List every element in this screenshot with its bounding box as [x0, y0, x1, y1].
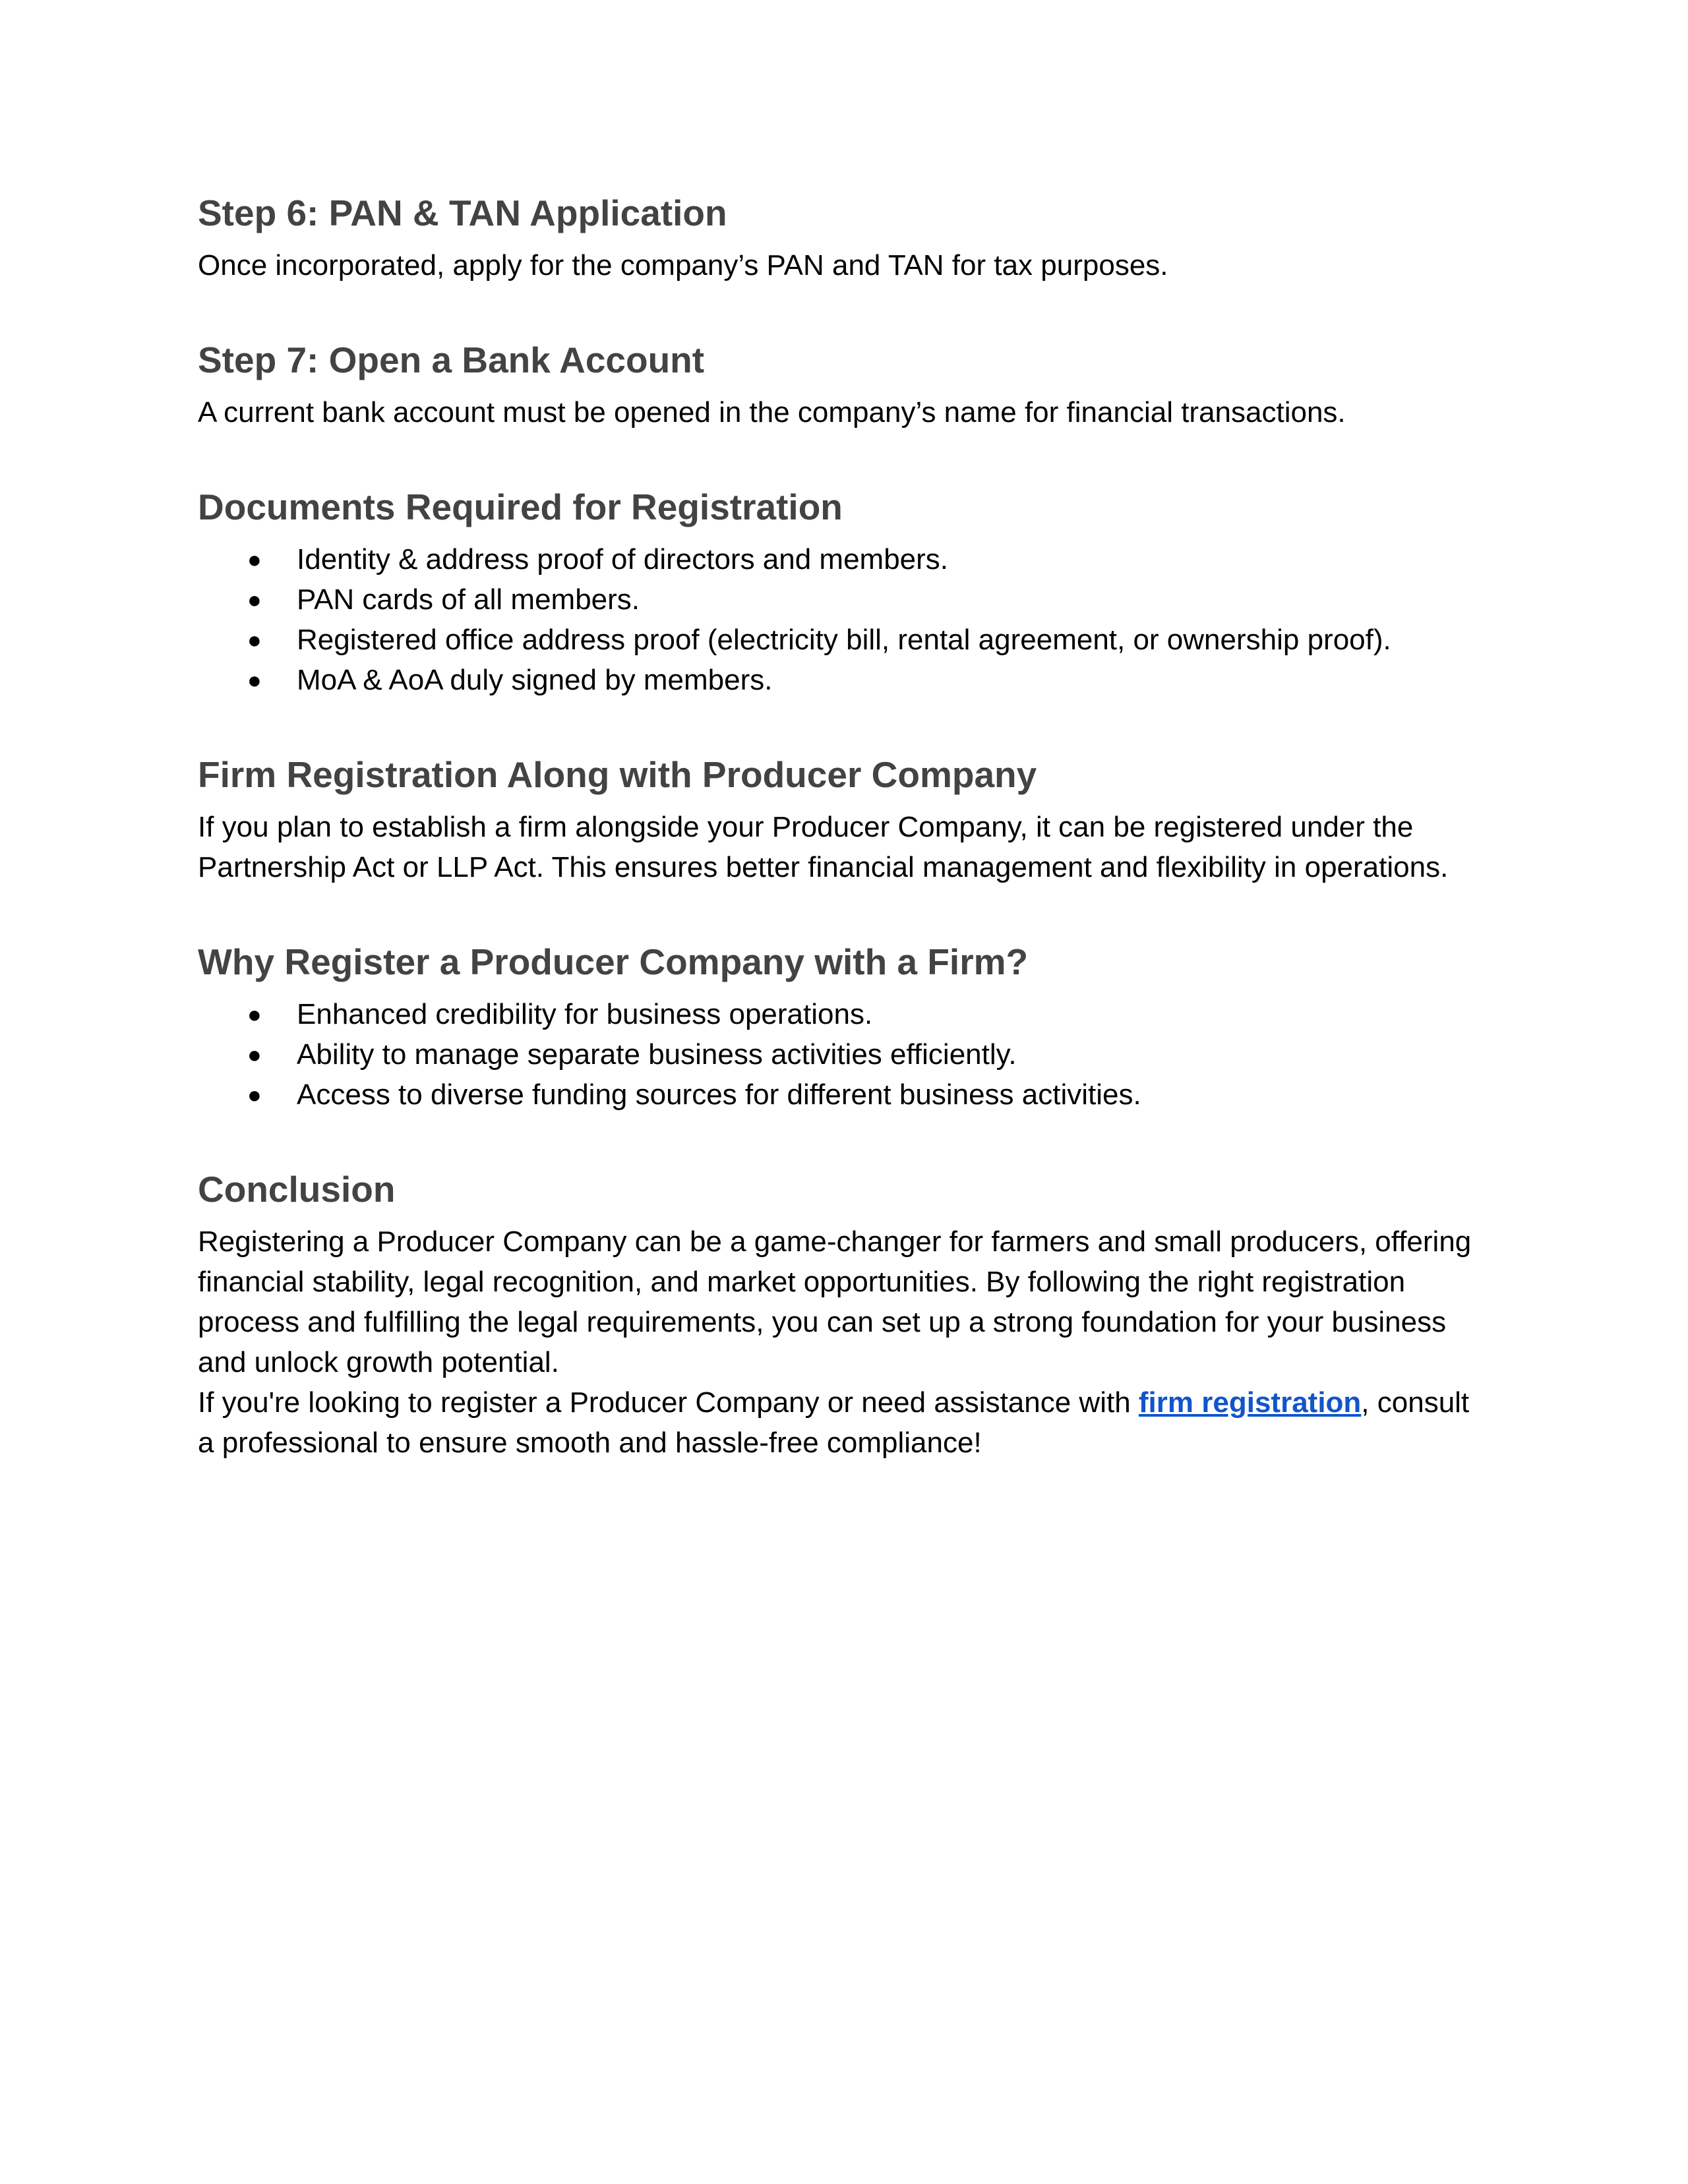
section-gap: [198, 285, 1490, 338]
list-item-text: MoA & AoA duly signed by members.: [297, 664, 773, 696]
list-item: [198, 1075, 1490, 1115]
list-item: [198, 579, 1490, 620]
list-item: [198, 1034, 1490, 1075]
list-item: [198, 660, 1490, 700]
why-list: [198, 994, 1490, 1115]
heading-why-register: Why Register a Producer Company with a Firm?: [198, 941, 1029, 982]
bullet-icon: ●: [247, 1001, 262, 1028]
document-page: [198, 191, 1490, 1463]
section-why-register: [198, 940, 1490, 1115]
section-gap: [198, 700, 1490, 753]
firm-registration-link[interactable]: firm registration: [1138, 1386, 1362, 1419]
section-firm-registration: [198, 753, 1490, 887]
cta-text-after: , consult a professional to ensure smooth and hassle-free compliance!: [198, 1386, 1470, 1459]
heading-firm-registration: Firm Registration Along with Producer Company: [198, 754, 1037, 795]
list-item: [198, 539, 1490, 579]
list-item-text: Registered office address proof (electricity bill, rental agreement, or ownership proof).: [297, 624, 1391, 656]
paragraph-step-6: Once incorporated, apply for the company’s PAN and TAN for tax purposes.: [198, 249, 1168, 281]
paragraph-conclusion-cta: [198, 1382, 1490, 1463]
cta-text-before: If you're looking to register a Producer Company or need assistance with: [198, 1386, 1139, 1419]
section-step-7: [198, 338, 1490, 432]
bullet-icon: ●: [247, 1081, 262, 1108]
bullet-icon: ●: [247, 546, 262, 573]
heading-step-6: Step 6: PAN & TAN Application: [198, 192, 727, 233]
list-item-text: Access to diverse funding sources for different business activities.: [297, 1078, 1141, 1111]
list-item: [198, 994, 1490, 1034]
bullet-icon: ●: [247, 666, 262, 694]
section-documents: [198, 485, 1490, 700]
bullet-icon: ●: [247, 1041, 262, 1068]
list-item-text: PAN cards of all members.: [297, 583, 640, 616]
documents-list: [198, 539, 1490, 700]
section-gap: [198, 432, 1490, 485]
heading-documents: Documents Required for Registration: [198, 487, 843, 527]
section-conclusion: [198, 1167, 1490, 1463]
list-item: [198, 620, 1490, 660]
section-gap: [198, 1115, 1490, 1167]
list-item-text: Enhanced credibility for business operations.: [297, 998, 873, 1030]
heading-step-7: Step 7: Open a Bank Account: [198, 339, 705, 380]
paragraph-firm-registration: If you plan to establish a firm alongside your Producer Company, it can be registered under the Partnership Act or LLP Act. This ensures better financial management and flexibility in operations.: [198, 811, 1449, 883]
bullet-icon: ●: [247, 586, 262, 613]
list-item-text: Ability to manage separate business activities efficiently.: [297, 1038, 1017, 1071]
paragraph-conclusion: Registering a Producer Company can be a game-changer for farmers and small producers, offering financial stability, legal recognition, and market opportunities. By following the right registration process and fulfilling the legal requirements, you can set up a strong foundation for your business and unlock growth potential.: [198, 1225, 1472, 1378]
section-step-6: [198, 191, 1490, 285]
bullet-icon: ●: [247, 626, 262, 653]
section-gap: [198, 887, 1490, 940]
paragraph-step-7: A current bank account must be opened in the company’s name for financial transactions.: [198, 396, 1346, 428]
list-item-text: Identity & address proof of directors and members.: [297, 543, 949, 576]
heading-conclusion: Conclusion: [198, 1169, 396, 1210]
